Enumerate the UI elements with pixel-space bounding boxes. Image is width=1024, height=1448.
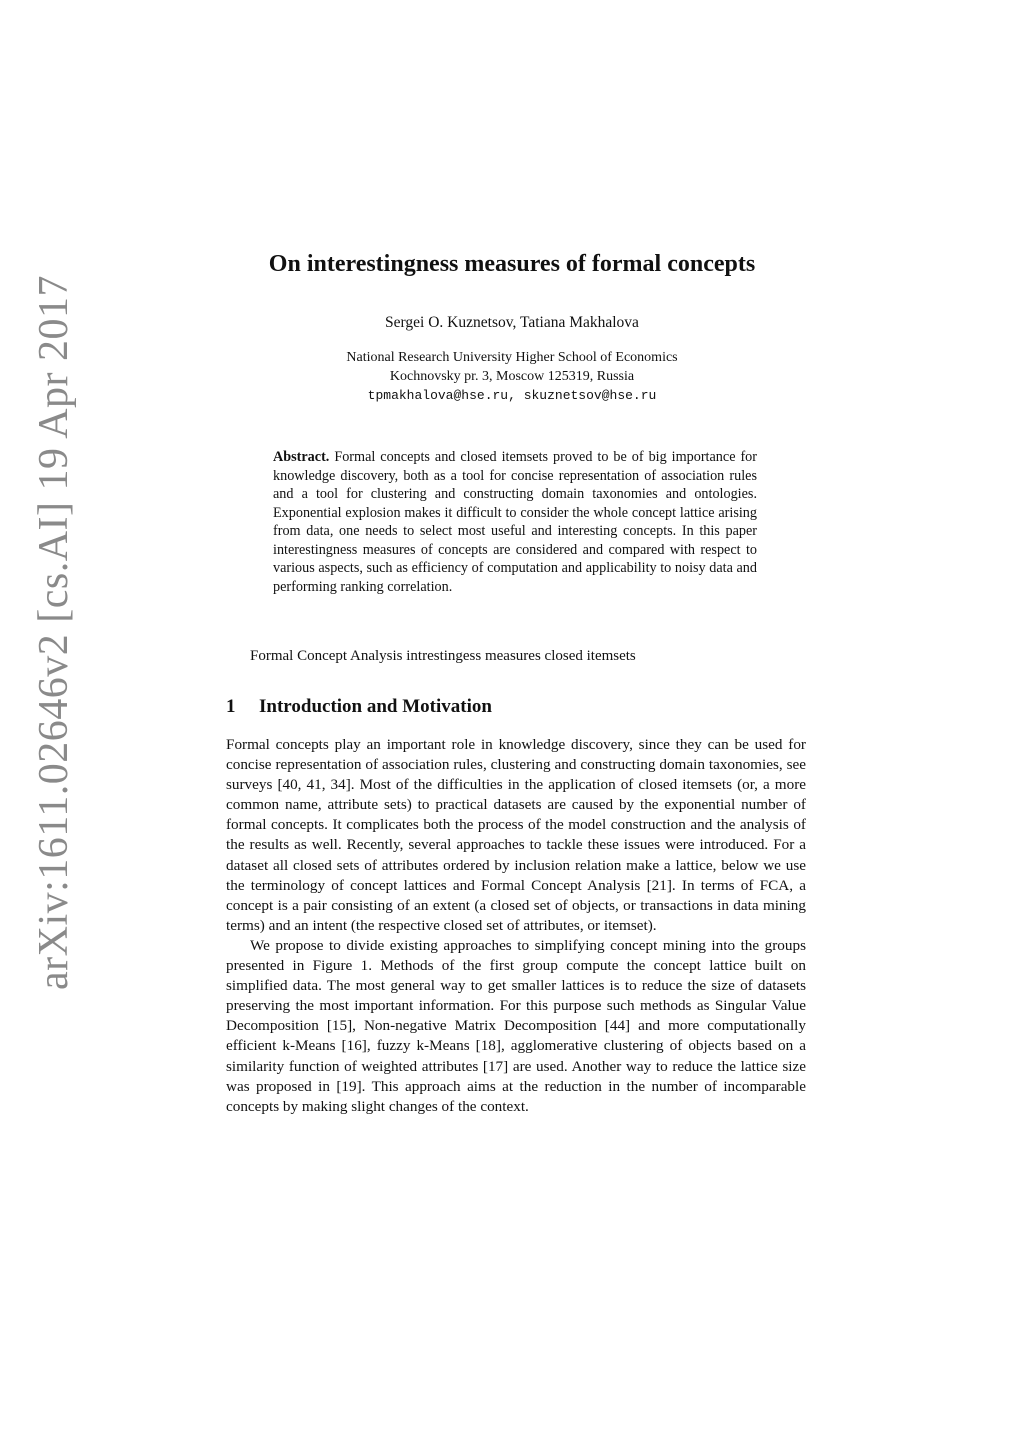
body-paragraph: We propose to divide existing approaches to simplifying concept mining into the groups presented in Figure 1. Methods of the first group compute the concept lattice built on simplified data. The most general way to get smaller lattices is to reduce the size of datasets preserving the most important information. For this purpose such methods as Singular Value Decomposition [15], Non-negative Matrix Decomposition [44] and more computationally efficient k-Means [16], fuzzy k-Means [18], agglomerative clustering of objects based on a similarity function of weighted attributes [17] are used. Another way to reduce the lattice size was proposed in [19]. This approach aims at the reduction in the number of incomparable concepts by making slight changes of the context. [226,936,806,1115]
paper-title: On interestingness measures of formal concepts [268,251,756,277]
section-number: 1 [226,696,236,717]
author-affiliation [0,348,1024,405]
paper-authors: Sergei O. Kuznetsov, Tatiana Makhalova [385,314,639,331]
abstract [273,448,757,596]
body-paragraph: Formal concepts play an important role in knowledge discovery, since they can be used for concise representation of association rules, clustering and constructing domain taxonomies, see surveys [40, 41, 34]. Most of the difficulties in the application of closed itemsets (or, a more common name, attribute sets) to practical datasets are caused by the exponential number of formal concepts. It complicates both the process of the model construction and the analysis of the results as well. Recently, several approaches to tackle these issues were introduced. For a dataset all closed sets of attributes ordered by inclusion relation make a lattice, below we use the terminology of concept lattices and Formal Concept Analysis [21]. In terms of FCA, a concept is a pair consisting of an extent (a closed set of objects, or transactions in data mining terms) and an intent (the respective closed set of attributes, or itemset). [226,736,806,934]
abstract-text: Formal concepts and closed itemsets proved to be of big importance for knowledge discovery, both as a tool for concise representation of association rules and a tool for clustering and constructing domain taxonomies and ontologies. Exponential explosion makes it difficult to consider the whole concept lattice arising from data, one needs to select most useful and interesting concepts. In this paper interestingness measures of concepts are considered and compared with respect to various aspects, such as efficiency of computation and applicability to noisy data and performing ranking correlation. [273,449,758,595]
abstract-label: Abstract. [273,449,330,465]
arxiv-identifier: arXiv:1611.02646v2 [cs.AI] 19 Apr 2017 [31,274,77,990]
section-heading [226,694,806,720]
section-body [226,735,806,1117]
author-emails: tpmakhalova@hse.ru, skuznetsov@hse.ru [367,388,657,403]
keywords: Formal Concept Analysis intrestingess measures closed itemsets [250,648,636,664]
affiliation-address: Kochnovsky pr. 3, Moscow 125319, Russia [389,369,635,384]
affiliation-institution: National Research University Higher School of Economics [346,350,678,365]
section-title: Introduction and Motivation [259,696,492,717]
